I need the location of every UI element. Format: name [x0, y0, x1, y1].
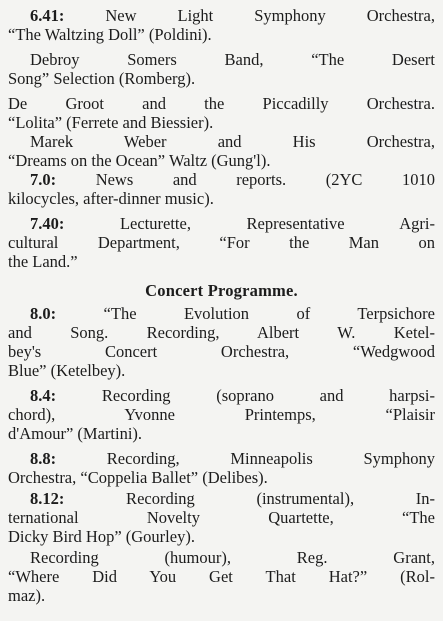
programme-entry-808: [8, 449, 435, 487]
programme-entry-debroy-somers: [8, 50, 435, 88]
entry-text: Recording (instrumental), In-: [64, 489, 435, 508]
entry-text: Lecturette, Representative Agri-: [64, 214, 435, 233]
programme-entry-804: [8, 386, 435, 443]
entry-line: [8, 449, 435, 468]
programme-entry-800: [8, 304, 435, 380]
programme-entry-700: [8, 170, 435, 208]
entry-line: [8, 489, 435, 508]
entry-line: Song” Selection (Romberg).: [8, 69, 196, 88]
entry-text: Recording (soprano and harpsi-: [56, 386, 435, 405]
entry-text: Recording, Minneapolis Symphony: [56, 449, 435, 468]
entry-line: [8, 386, 435, 405]
entry-line: the Land.”: [8, 252, 78, 271]
entry-line: Marek Weber and His Orchestra,: [30, 132, 435, 151]
entry-text: “The Evolution of Terpsichore: [56, 304, 435, 323]
section-heading: Concert Programme.: [145, 281, 298, 300]
entry-line: [8, 6, 435, 25]
entry-line: De Groot and the Piccadilly Orchestra.: [8, 94, 435, 113]
programme-entry-740: [8, 214, 435, 271]
entry-line: Debroy Somers Band, “The Desert: [30, 50, 435, 69]
entry-time: 8.12:: [30, 489, 65, 508]
programme-column: [0, 6, 443, 611]
entry-line: “Dreams on the Ocean” Waltz (Gung'l).: [8, 151, 271, 170]
entry-line: [8, 214, 435, 233]
entry-text: New Light Symphony Orchestra,: [64, 6, 435, 25]
entry-line: Recording (humour), Reg. Grant,: [30, 548, 435, 567]
entry-line: [8, 304, 435, 323]
programme-entry-de-groot: [8, 94, 435, 170]
entry-time: 6.41:: [30, 6, 65, 25]
programme-entry-641: [8, 6, 435, 44]
programme-entry-812: [8, 489, 435, 546]
entry-time: 8.8:: [30, 449, 57, 468]
programme-entry-humour: [8, 548, 435, 605]
entry-line: ternational Novelty Quartette, “The: [8, 508, 435, 527]
entry-line: maz).: [8, 586, 46, 605]
entry-line: “Lolita” (Ferrete and Biessier).: [8, 113, 214, 132]
entry-text: News and reports. (2YC 1010: [56, 170, 435, 189]
entry-time: 7.0:: [30, 170, 57, 189]
entry-time: 8.4:: [30, 386, 57, 405]
entry-line: “Where Did You Get That Hat?” (Rol-: [8, 567, 435, 586]
entry-time: 7.40:: [30, 214, 65, 233]
entry-line: Dicky Bird Hop” (Gourley).: [8, 527, 195, 546]
entry-line: Blue” (Ketelbey).: [8, 361, 126, 380]
entry-line: and Song. Recording, Albert W. Ketel-: [8, 323, 435, 342]
entry-line: “The Waltzing Doll” (Poldini).: [8, 25, 212, 44]
entry-time: 8.0:: [30, 304, 57, 323]
entry-line: [8, 170, 435, 189]
entry-line: d'Amour” (Martini).: [8, 424, 143, 443]
entry-line: kilocycles, after-dinner music).: [8, 189, 214, 208]
entry-line: cultural Department, “For the Man on: [8, 233, 435, 252]
entry-line: chord), Yvonne Printemps, “Plaisir: [8, 405, 435, 424]
entry-line: Orchestra, “Coppelia Ballet” (Delibes).: [8, 468, 268, 487]
entry-line: bey's Concert Orchestra, “Wedgwood: [8, 342, 435, 361]
